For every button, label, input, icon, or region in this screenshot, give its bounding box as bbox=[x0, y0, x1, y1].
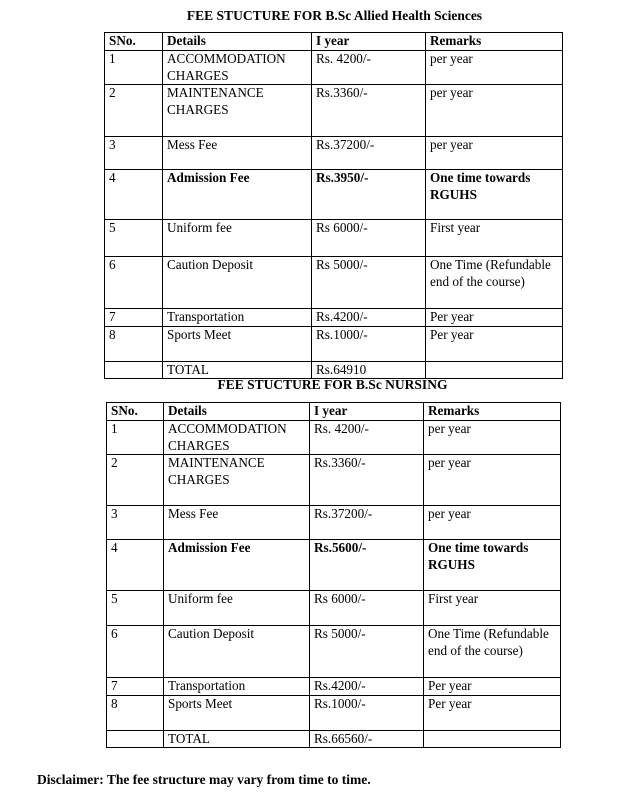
details-cell: MAINTENANCE CHARGES bbox=[163, 85, 312, 137]
remarks-cell: per year bbox=[424, 421, 561, 455]
details-cell: Caution Deposit bbox=[164, 626, 310, 678]
header-year: I year bbox=[310, 403, 424, 421]
header-remarks: Remarks bbox=[426, 33, 563, 51]
sno-cell: 5 bbox=[107, 591, 164, 626]
remarks-cell: One Time (Refundable end of the course) bbox=[426, 257, 563, 309]
sno-cell: 6 bbox=[105, 257, 163, 309]
total-row bbox=[107, 730, 561, 748]
remarks-cell: Per year bbox=[424, 695, 561, 730]
nursing-fee-title: FEE STUCTURE FOR B.Sc NURSING bbox=[217, 377, 448, 392]
sno-cell: 2 bbox=[105, 85, 163, 137]
sno-cell: 4 bbox=[105, 170, 163, 220]
table-row bbox=[105, 51, 563, 85]
sno-cell: 2 bbox=[107, 455, 164, 506]
amount-cell: Rs.37200/- bbox=[312, 137, 426, 170]
table-row bbox=[107, 455, 561, 506]
remarks-cell: Per year bbox=[426, 309, 563, 327]
table-row bbox=[105, 170, 563, 220]
table-row bbox=[107, 591, 561, 626]
header-sno: SNo. bbox=[105, 33, 163, 51]
sno-cell: 8 bbox=[105, 326, 163, 361]
table-row bbox=[107, 540, 561, 591]
remarks-cell: First year bbox=[426, 220, 563, 257]
amount-cell: Rs 6000/- bbox=[312, 220, 426, 257]
header-row bbox=[107, 403, 561, 421]
sno-cell: 5 bbox=[105, 220, 163, 257]
details-cell: MAINTENANCE CHARGES bbox=[164, 455, 310, 506]
details-cell: Mess Fee bbox=[163, 137, 312, 170]
amount-cell: Rs.4200/- bbox=[310, 678, 424, 696]
table-row bbox=[107, 421, 561, 455]
details-cell: Caution Deposit bbox=[163, 257, 312, 309]
details-cell: Sports Meet bbox=[164, 695, 310, 730]
table-row bbox=[107, 678, 561, 696]
total-label: TOTAL bbox=[163, 361, 312, 379]
header-year: I year bbox=[312, 33, 426, 51]
amount-cell: Rs.3360/- bbox=[310, 455, 424, 506]
details-cell: Sports Meet bbox=[163, 326, 312, 361]
allied-health-fee-table bbox=[104, 32, 563, 379]
details-cell: Admission Fee bbox=[163, 170, 312, 220]
total-sno-cell bbox=[105, 361, 163, 379]
remarks-cell: per year bbox=[426, 85, 563, 137]
remarks-cell: per year bbox=[424, 455, 561, 506]
total-label: TOTAL bbox=[164, 730, 310, 748]
sno-cell: 4 bbox=[107, 540, 164, 591]
table-row bbox=[107, 626, 561, 678]
amount-cell: Rs.3360/- bbox=[312, 85, 426, 137]
remarks-cell: First year bbox=[424, 591, 561, 626]
sno-cell: 1 bbox=[107, 421, 164, 455]
amount-cell: Rs.37200/- bbox=[310, 506, 424, 540]
sno-cell: 7 bbox=[107, 678, 164, 696]
remarks-cell: per year bbox=[424, 506, 561, 540]
amount-cell: Rs.5600/- bbox=[310, 540, 424, 591]
amount-cell: Rs 5000/- bbox=[310, 626, 424, 678]
remarks-cell: One time towards RGUHS bbox=[424, 540, 561, 591]
amount-cell: Rs. 4200/- bbox=[312, 51, 426, 85]
amount-cell: Rs.3950/- bbox=[312, 170, 426, 220]
sno-cell: 1 bbox=[105, 51, 163, 85]
sno-cell: 3 bbox=[107, 506, 164, 540]
table-row bbox=[107, 506, 561, 540]
details-cell: Transportation bbox=[164, 678, 310, 696]
details-cell: Mess Fee bbox=[164, 506, 310, 540]
total-amount: Rs.66560/- bbox=[310, 730, 424, 748]
remarks-cell: per year bbox=[426, 137, 563, 170]
amount-cell: Rs. 4200/- bbox=[310, 421, 424, 455]
disclaimer-text: Disclaimer: The fee structure may vary from time to time. bbox=[37, 772, 371, 787]
amount-cell: Rs.1000/- bbox=[310, 695, 424, 730]
details-cell: ACCOMMODATION CHARGES bbox=[164, 421, 310, 455]
total-amount: Rs.64910 bbox=[312, 361, 426, 379]
remarks-cell: per year bbox=[426, 51, 563, 85]
amount-cell: Rs.4200/- bbox=[312, 309, 426, 327]
header-row bbox=[105, 33, 563, 51]
details-cell: ACCOMMODATION CHARGES bbox=[163, 51, 312, 85]
table-row bbox=[105, 85, 563, 137]
remarks-cell: One Time (Refundable end of the course) bbox=[424, 626, 561, 678]
details-cell: Uniform fee bbox=[164, 591, 310, 626]
header-details: Details bbox=[163, 33, 312, 51]
details-cell: Uniform fee bbox=[163, 220, 312, 257]
sno-cell: 6 bbox=[107, 626, 164, 678]
details-cell: Transportation bbox=[163, 309, 312, 327]
table-row bbox=[105, 137, 563, 170]
details-cell: Admission Fee bbox=[164, 540, 310, 591]
sno-cell: 7 bbox=[105, 309, 163, 327]
remarks-cell: Per year bbox=[424, 678, 561, 696]
nursing-fee-table bbox=[106, 402, 561, 748]
table-row bbox=[105, 220, 563, 257]
table-row bbox=[107, 695, 561, 730]
total-remarks-cell bbox=[424, 730, 561, 748]
header-details: Details bbox=[164, 403, 310, 421]
amount-cell: Rs 5000/- bbox=[312, 257, 426, 309]
table-row bbox=[105, 309, 563, 327]
total-row bbox=[105, 361, 563, 379]
allied-health-fee-title: FEE STUCTURE FOR B.Sc Allied Health Sciences bbox=[186, 8, 483, 23]
total-remarks-cell bbox=[426, 361, 563, 379]
remarks-cell: Per year bbox=[426, 326, 563, 361]
total-sno-cell bbox=[107, 730, 164, 748]
header-remarks: Remarks bbox=[424, 403, 561, 421]
remarks-cell: One time towards RGUHS bbox=[426, 170, 563, 220]
sno-cell: 8 bbox=[107, 695, 164, 730]
table-row bbox=[105, 257, 563, 309]
sno-cell: 3 bbox=[105, 137, 163, 170]
header-sno: SNo. bbox=[107, 403, 164, 421]
amount-cell: Rs.1000/- bbox=[312, 326, 426, 361]
amount-cell: Rs 6000/- bbox=[310, 591, 424, 626]
table-row bbox=[105, 326, 563, 361]
